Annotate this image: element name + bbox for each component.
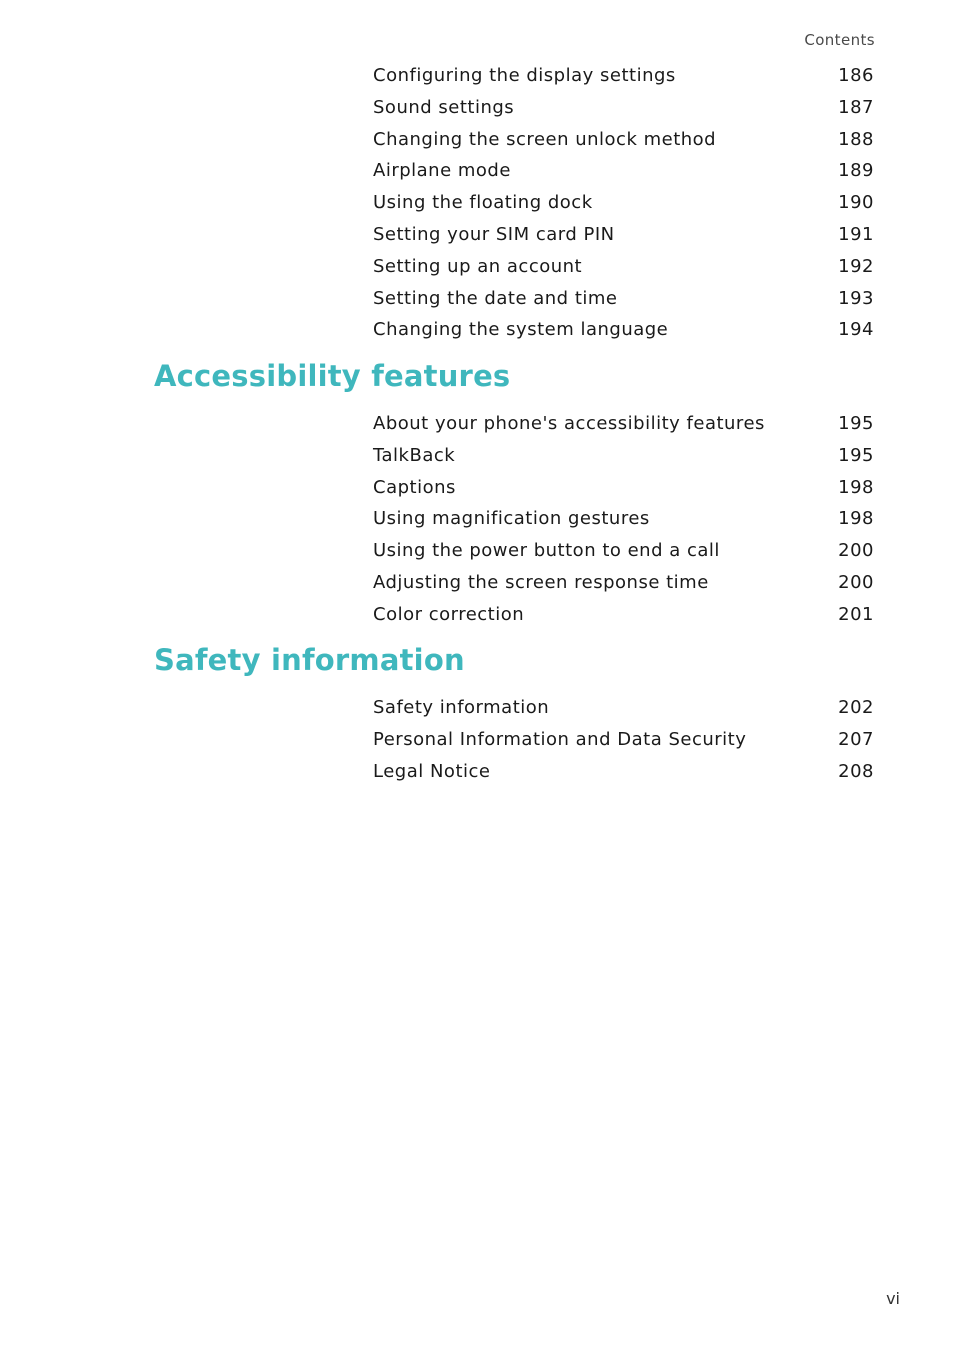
toc-entry-title: Captions xyxy=(373,476,456,498)
toc-entry-title: Color correction xyxy=(373,603,525,625)
toc-entry-title: Airplane mode xyxy=(373,160,511,182)
toc-entry-page: 202 xyxy=(838,697,874,718)
toc-entry-page: 208 xyxy=(838,760,874,782)
page-number: vi xyxy=(886,1289,900,1308)
toc-entry-title: Configuring the display settings xyxy=(373,65,676,86)
toc-entry-page: 188 xyxy=(838,128,874,150)
toc-entry-page: 187 xyxy=(838,96,874,118)
toc-entry[interactable] xyxy=(373,472,874,504)
toc-entry-page: 200 xyxy=(838,540,874,562)
toc-entry-title: Safety information xyxy=(373,697,550,718)
toc-entry-title: Personal Information and Data Security xyxy=(373,728,747,750)
toc-entry[interactable] xyxy=(373,155,874,187)
section-title-accessibility[interactable]: Accessibility features xyxy=(154,359,511,393)
toc-list-safety xyxy=(373,692,874,787)
toc-list-display-settings xyxy=(373,60,874,346)
toc-entry-page: 195 xyxy=(838,413,874,434)
toc-entry[interactable] xyxy=(373,692,874,724)
toc-entry[interactable] xyxy=(373,124,874,156)
page-header: Contents xyxy=(804,31,875,49)
toc-entry-page: 198 xyxy=(838,508,874,530)
toc-entry-page: 186 xyxy=(838,65,874,86)
toc-entry[interactable] xyxy=(373,187,874,219)
toc-entry-title: Legal Notice xyxy=(373,760,491,782)
toc-entry-title: About your phone's accessibility features xyxy=(373,413,765,434)
toc-entry-page: 200 xyxy=(838,571,874,593)
toc-entry[interactable] xyxy=(373,535,874,567)
toc-entry-title: Adjusting the screen response time xyxy=(373,571,709,593)
toc-entry-page: 195 xyxy=(838,444,874,466)
toc-entry-title: Using magnification gestures xyxy=(373,508,650,530)
toc-list-accessibility xyxy=(373,408,874,631)
toc-entry[interactable] xyxy=(373,92,874,124)
toc-entry-page: 190 xyxy=(838,192,874,214)
toc-entry[interactable] xyxy=(373,283,874,315)
toc-entry-title: Changing the system language xyxy=(373,319,669,341)
toc-entry-page: 201 xyxy=(838,603,874,625)
toc-entry[interactable] xyxy=(373,440,874,472)
toc-entry-title: TalkBack xyxy=(373,444,456,466)
toc-entry[interactable] xyxy=(373,567,874,599)
toc-entry[interactable] xyxy=(373,251,874,283)
section-title-safety[interactable]: Safety information xyxy=(154,643,465,677)
toc-entry-page: 194 xyxy=(838,319,874,341)
toc-entry-page: 207 xyxy=(838,728,874,750)
toc-entry-page: 198 xyxy=(838,476,874,498)
toc-entry[interactable] xyxy=(373,408,874,440)
toc-entry[interactable] xyxy=(373,219,874,251)
toc-entry[interactable] xyxy=(373,314,874,346)
toc-entry-page: 193 xyxy=(838,287,874,309)
toc-entry-page: 191 xyxy=(838,223,874,245)
toc-entry[interactable] xyxy=(373,60,874,92)
toc-entry[interactable] xyxy=(373,599,874,631)
toc-entry-title: Changing the screen unlock method xyxy=(373,128,717,150)
toc-entry-title: Using the power button to end a call xyxy=(373,540,720,562)
toc-entry-title: Using the floating dock xyxy=(373,192,593,214)
toc-entry-title: Setting your SIM card PIN xyxy=(373,223,615,245)
toc-entry-title: Setting the date and time xyxy=(373,287,618,309)
toc-entry-title: Sound settings xyxy=(373,96,515,118)
toc-entry[interactable] xyxy=(373,724,874,756)
toc-entry[interactable] xyxy=(373,503,874,535)
toc-entry[interactable] xyxy=(373,756,874,788)
toc-entry-page: 192 xyxy=(838,255,874,277)
toc-entry-page: 189 xyxy=(838,160,874,182)
toc-entry-title: Setting up an account xyxy=(373,255,583,277)
